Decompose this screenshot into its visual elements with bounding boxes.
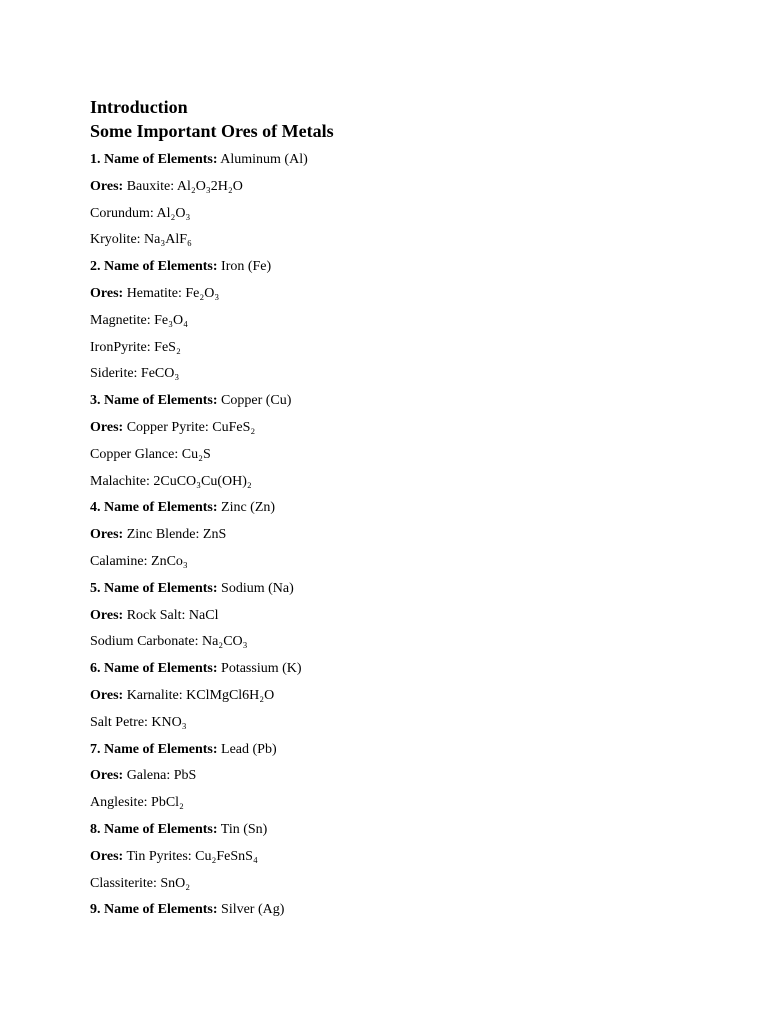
ore-line [90,201,730,228]
line-text: Sodium Carbonate: Na₂CO₃ [90,634,248,650]
line-text: Copper (Cu) [221,393,292,409]
line-label: Ores: [90,607,124,623]
line-text: Hematite: Fe₂O₃ [126,285,220,301]
line-label: 5. Name of Elements: [90,580,218,596]
page-subtitle: Some Important Ores of Metals [90,121,334,141]
element-heading-line [90,576,730,603]
ores-line [90,683,730,710]
line-text: Lead (Pb) [221,741,277,757]
line-label: Ores: [90,285,124,301]
ore-line [90,549,730,576]
line-text: Sodium (Na) [221,580,294,596]
line-label: 9. Name of Elements: [90,902,218,918]
line-text: Malachite: 2CuCO₃Cu(OH)₂ [90,473,252,489]
document-page [90,95,730,924]
line-text: Copper Pyrite: CuFeS₂ [126,419,256,435]
ore-line [90,442,730,469]
element-heading-line [90,495,730,522]
line-text: IronPyrite: FeS₂ [90,339,181,355]
line-label: 1. Name of Elements: [90,152,218,167]
element-heading-line [90,388,730,415]
line-label: Ores: [90,178,124,194]
ores-line [90,281,730,308]
line-label: Ores: [90,527,124,543]
line-text: Karnalite: KClMgCl6H₂O [126,687,275,703]
ore-line [90,308,730,335]
ores-line [90,844,730,871]
line-label: 6. Name of Elements: [90,661,218,677]
line-text: Galena: PbS [126,768,197,784]
element-heading-line [90,897,730,924]
ore-line [90,335,730,362]
ores-line [90,174,730,201]
element-heading-line [90,737,730,764]
line-text: Bauxite: Al₂O₃2H₂O [126,178,243,194]
line-text: Rock Salt: NaCl [126,607,219,623]
line-text: Zinc (Zn) [221,500,276,516]
line-text: Anglesite: PbCl₂ [90,795,184,811]
ores-list [90,147,730,924]
ore-line [90,710,730,737]
line-text: Iron (Fe) [221,259,272,275]
line-text: Calamine: ZnCo₃ [90,553,188,569]
ore-line [90,871,730,898]
ore-line [90,227,730,254]
line-text: Salt Petre: KNO₃ [90,714,187,730]
line-text: Aluminum (Al) [220,152,308,167]
line-text: Siderite: FeCO₃ [90,366,180,382]
line-text: Corundum: Al₂O₃ [90,205,191,221]
line-text: Tin Pyrites: Cu₂FeSnS₄ [126,848,258,864]
line-text: Tin (Sn) [220,821,268,837]
line-text: Kryolite: Na₃AlF₆ [90,232,192,248]
line-label: Ores: [90,687,124,703]
element-heading-line [90,147,730,174]
ores-line [90,522,730,549]
line-label: 2. Name of Elements: [90,259,218,275]
line-label: 7. Name of Elements: [90,741,218,757]
line-text: Zinc Blende: ZnS [126,527,227,543]
ore-line [90,790,730,817]
line-label: 8. Name of Elements: [90,821,218,837]
element-heading-line [90,656,730,683]
ore-line [90,361,730,388]
ores-line [90,603,730,630]
line-label: Ores: [90,768,124,784]
line-text: Magnetite: Fe₃O₄ [90,312,189,328]
line-text: Classiterite: SnO₂ [90,875,191,891]
line-label: 4. Name of Elements: [90,500,218,516]
ore-line [90,469,730,496]
ore-line [90,629,730,656]
element-heading-line [90,254,730,281]
line-label: Ores: [90,848,124,864]
element-heading-line [90,817,730,844]
ores-line [90,415,730,442]
ores-line [90,763,730,790]
line-text: Potassium (K) [221,661,302,677]
page-title: Introduction [90,97,188,117]
line-label: 3. Name of Elements: [90,393,218,409]
line-text: Silver (Ag) [221,902,285,918]
line-text: Copper Glance: Cu₂S [90,446,211,462]
line-label: Ores: [90,419,124,435]
